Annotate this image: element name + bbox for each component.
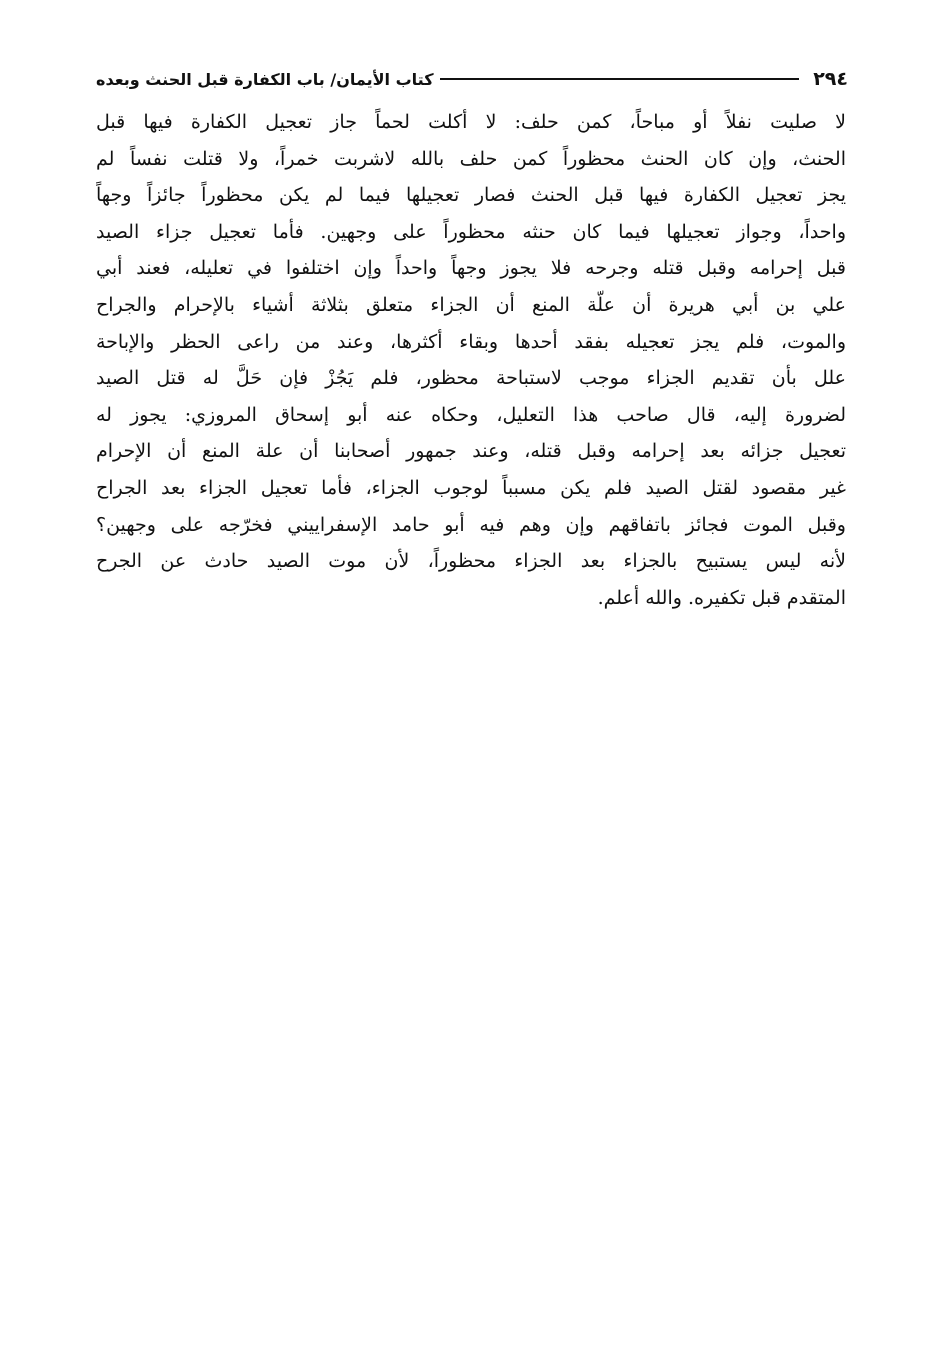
body-text [96,104,846,616]
text-line: لا صليت نفلاً أو مباحاً، كمن حلف: لا أكلت لحماً جاز تعجيل الكفارة فيها قبل [96,111,846,133]
page-number: ٢٩٤ [813,68,848,90]
text-line: قبل إحرامه وقبل قتله وجرحه فلا يجوز وجهاً واحداً وإن اختلفوا في تعليله، فعند أبي [96,257,846,280]
text-line: غير مقصود لقتل الصيد فلم يكن مسبباً لوجوب الجزاء، فأما تعجيل الجزاء بعد الجراح [96,476,846,499]
text-line: علي بن أبي هريرة أن علّة المنع أن الجزاء متعلق بثلاثة أشياء بالإحرام والجراح [96,293,846,316]
text-line: والموت، فلم يجز تعجيله بفقد أحدها وبقاء أكثرها، وعند من راعى الحظر والإباحة [96,330,846,353]
text-line: لأنه ليس يستبيح بالجزاء بعد الجزاء محظوراً، لأن موت الصيد حادث عن الجرح [96,550,846,573]
text-line: الحنث، وإن كان الحنث محظوراً كمن حلف بالله لاشربت خمراً، ولا قتلت نفساً لم [96,147,846,170]
text-line: لضرورة إليه، قال صاحب هذا التعليل، وحكاه عنه أبو إسحاق المروزي: يجوز له [96,403,846,426]
text-line: يجز تعجيل الكفارة فيها قبل الحنث فصار تعجيلها فيما لم يكن محظوراً جائزاً وجهاً [96,184,846,207]
text-line: وقبل الموت فجائز باتفاقهم وإن وهم فيه أبو حامد الإسفراييني فخرّجه على وجهين؟ [96,513,846,536]
page-header [96,62,848,96]
text-line: علل بأن تقديم الجزاء موجب لاستباحة محظور، فلم يَجُزْ فإن حَلَّ له قتل الصيد [96,367,846,390]
running-title: كتاب الأيمان/ باب الكفارة قبل الحنث وبعده [96,69,434,89]
text-line: المتقدم قبل تكفيره. والله أعلم. [597,586,846,609]
text-line: تعجيل جزائه بعد إحرامه وقبل قتله، وعند جمهور أصحابنا أن علة المنع أن الإحرام [96,440,846,463]
text-line: واحداً، وجواز تعجيلها فيما كان حنثه محظوراً على وجهين. فأما تعجيل جزاء الصيد [96,220,846,243]
header-rule [440,78,800,80]
